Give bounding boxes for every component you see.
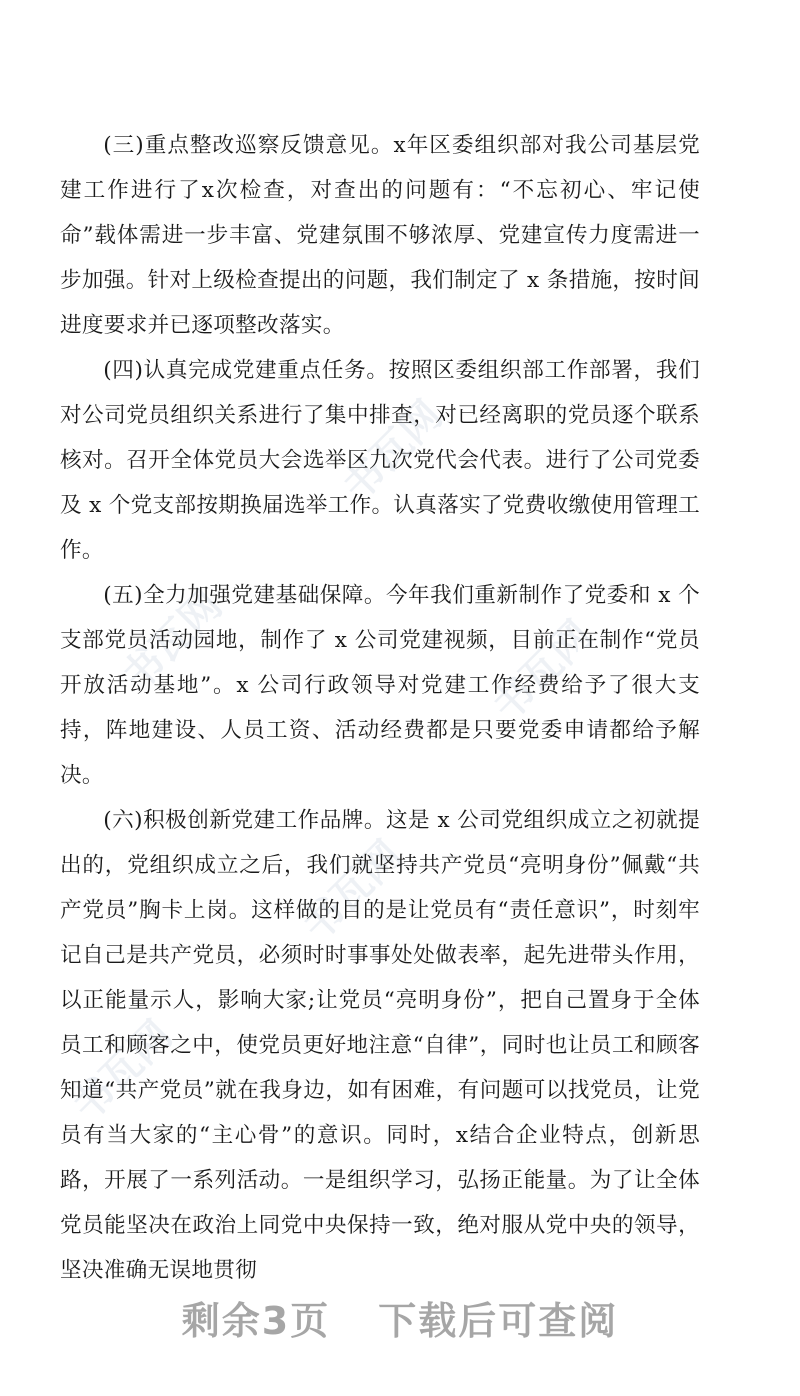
download-prompt-label[interactable]: 下载后可查阅: [378, 1299, 619, 1343]
paragraph-6: (六)积极创新党建工作品牌。这是 x 公司党组织成立之初就提出的，党组织成立之后，我们就坚持共产党员“亮明身份”佩戴“共产党员”胸卡上岗。这样做的目的是让党员有“责任意识”，时刻牢记自己是共产党员，必须时时事事处处做表率，起先进带头作用，以正能量示人，影响大家;让党员“亮明身份”，把自己置身于全体员工和顾客之中，使党员更好地注意“自律”，同时也让员工和顾客知道“共产党员”就在我身边，如有困难，有问题可以找党员，让党员有当大家的“主心骨”的意识。同时，x结合企业特点，创新思路，开展了一系列活动。一是组织学习，弘扬正能量。为了让全体党员能坚决在政治上同党中央保持一致，绝对服从党中央的领导，坚决准确无误地贯彻: [60, 808, 700, 1283]
remaining-pages-label[interactable]: 剩余3页: [181, 1299, 331, 1343]
watermark: 书瓦网: [113, 582, 232, 700]
watermark: 书瓦网: [63, 1012, 182, 1130]
watermark: 书瓦网: [293, 832, 412, 950]
paragraph-5: (五)全力加强党建基础保障。今年我们重新制作了党委和 x 个支部党员活动园地，制作了 x 公司党建视频，目前正在制作“党员开放活动基地”。x 公司行政领导对党建工作经费给予了很大支持，阵地建设、人员工资、活动经费都是只要党委申请都给予解决。: [60, 583, 700, 788]
paragraph-4: (四)认真完成党建重点任务。按照区委组织部工作部署，我们对公司党员组织关系进行了集中排查，对已经离职的党员逐个联系核对。召开全体党员大会选举区九次党代会代表。进行了公司党委及 x 个党支部按期换届选举工作。认真落实了党费收缴使用管理工作。: [60, 358, 700, 563]
document-body: [60, 123, 700, 1293]
paragraph-3: (三)重点整改巡察反馈意见。x年区委组织部对我公司基层党建工作进行了x次检查，对查出的问题有：“不忘初心、牢记使命”载体需进一步丰富、党建氛围不够浓厚、党建宣传力度需进一步加强。针对上级检查提出的问题，我们制定了 x 条措施，按时间进度要求并已逐项整改落实。: [60, 133, 700, 338]
watermark: 书瓦网: [333, 392, 452, 510]
download-banner[interactable]: [0, 1290, 800, 1345]
watermark: 书瓦网: [483, 612, 602, 730]
